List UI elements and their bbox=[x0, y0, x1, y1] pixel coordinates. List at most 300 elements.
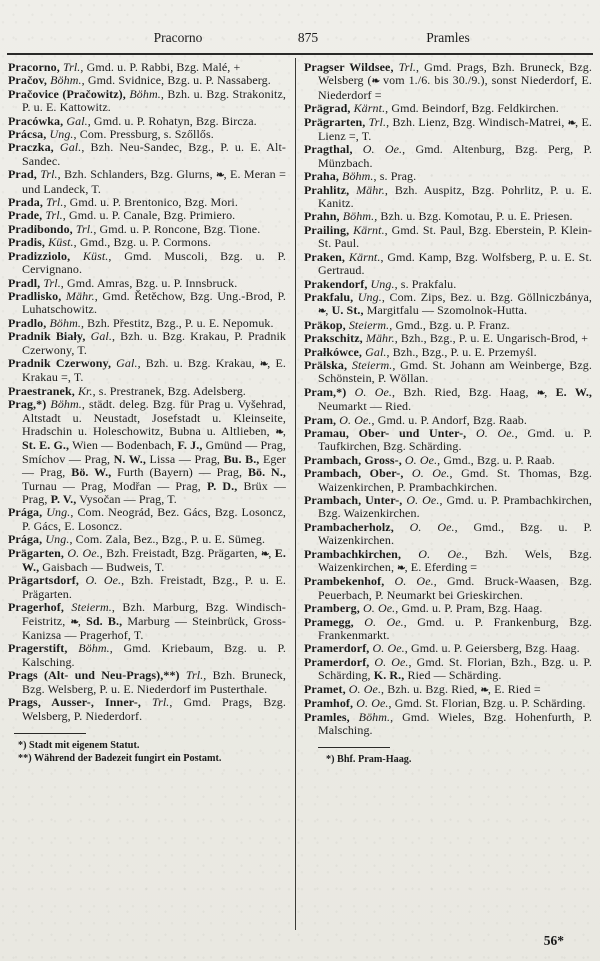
entry-headword: Pračov, bbox=[8, 73, 51, 88]
entry-text: , E. Eferding = bbox=[404, 560, 478, 575]
left-footnote-block bbox=[8, 733, 286, 765]
gazetteer-entry bbox=[304, 414, 592, 427]
crownland-abbrev: Kärnt. bbox=[353, 222, 385, 237]
crownland-abbrev: O. Oe. bbox=[348, 681, 382, 696]
entry-text: , E. Lienz =, T. bbox=[318, 114, 592, 144]
gazetteer-entry bbox=[8, 168, 286, 196]
crownland-abbrev: Böhm. bbox=[78, 641, 110, 656]
gazetteer-entry bbox=[304, 494, 592, 521]
entry-text: , bbox=[77, 613, 87, 628]
entry-text: , bbox=[268, 545, 275, 560]
entry-text: , Gmd. St. Florian, Bzg. u. P. Schärding. bbox=[388, 696, 586, 711]
telegraph-icon: ❧ bbox=[371, 76, 380, 88]
entry-text: , Gmd., Bzg. u. P. Cormons. bbox=[73, 235, 212, 250]
entry-text: , bbox=[544, 384, 556, 399]
entry-text: , Bzh. u. Bzg. Krakau, P. Pradnik Czerwony, T. bbox=[22, 329, 286, 357]
entry-text: , E. Ried = bbox=[487, 681, 541, 696]
gazetteer-entry bbox=[8, 696, 286, 723]
entry-text: Gaisbach — Budweis, T. bbox=[39, 560, 165, 575]
gazetteer-entry bbox=[8, 357, 286, 385]
gazetteer-entry bbox=[8, 533, 286, 546]
entry-text: , Gmd. u. P. Rohatyn, Bzg. Bircza. bbox=[87, 113, 257, 128]
entry-headword: P. V., bbox=[50, 492, 77, 506]
entry-headword: St. E. G., bbox=[22, 438, 70, 453]
entry-headword: Prambekenhof, bbox=[304, 574, 395, 589]
crownland-abbrev: Gal. bbox=[90, 329, 112, 344]
gazetteer-entry bbox=[304, 210, 592, 223]
entry-text: , Gmd. Muscoli, Bzg. u. P. Cervignano. bbox=[22, 248, 286, 277]
crownland-abbrev: Böhm. bbox=[342, 209, 375, 224]
entry-text: Wien — Bodenbach, bbox=[69, 438, 178, 453]
entry-headword: Pramhof, bbox=[304, 696, 357, 711]
crownland-abbrev: Ung. bbox=[46, 505, 71, 520]
entry-headword: Prägartsdorf, bbox=[8, 573, 86, 588]
crownland-abbrev: Böhm. bbox=[49, 315, 81, 330]
entry-headword: Prälska, bbox=[304, 357, 352, 372]
entry-headword: Prailing, bbox=[304, 222, 354, 237]
crownland-abbrev: Gal. bbox=[59, 140, 82, 155]
entry-text: , Gmd. u. P. Geiersberg, Bzg. Haag. bbox=[404, 641, 580, 656]
crownland-abbrev: Trl. bbox=[40, 167, 58, 182]
telegraph-icon: ❧ bbox=[260, 548, 269, 560]
entry-text: Lissa — Prag, bbox=[145, 451, 224, 466]
entry-headword: Prambach, Unter-, bbox=[304, 493, 407, 507]
gazetteer-entry bbox=[304, 251, 592, 278]
crownland-abbrev: O. Oe. bbox=[339, 412, 372, 427]
entry-text: , Bzh. Wels, Bzg. Waizenkirchen, bbox=[318, 546, 592, 575]
entry-headword: Prad, bbox=[8, 167, 41, 182]
entry-text: , Bzh. u. Bzg. Strakonitz, P. u. E. Kattowitz. bbox=[22, 86, 286, 115]
telegraph-icon: ❧ bbox=[259, 358, 268, 370]
entry-headword: Prägrarten, bbox=[304, 114, 369, 129]
footnote-rule bbox=[14, 733, 86, 734]
gazetteer-entry bbox=[304, 332, 592, 345]
entry-headword: Prägarten, bbox=[8, 545, 68, 560]
crownland-abbrev: O. Oe. bbox=[406, 493, 440, 507]
entry-headword: Bö. W., bbox=[71, 465, 112, 480]
entry-text: , Gmd. St. Paul, Bzg. Eberstein, P. Klein-St. Paul. bbox=[318, 222, 592, 251]
entry-headword: P. D., bbox=[206, 478, 238, 493]
crownland-abbrev: Trl. bbox=[75, 221, 94, 236]
entry-text: Gmünd — Prag, Smíchov — Prag, bbox=[22, 438, 286, 466]
entry-headword: Prakendorf, bbox=[304, 276, 371, 291]
running-head-page-number: 875 bbox=[297, 30, 319, 45]
crownland-abbrev: Ung. bbox=[357, 289, 382, 304]
gazetteer-entry bbox=[304, 575, 592, 602]
gazetteer-entry bbox=[304, 548, 592, 576]
entry-text: , Bzh. Marburg, Bzg. Windisch-Feistritz, bbox=[22, 600, 286, 628]
entry-text: , s. Prestranek, Bzg. Adelsberg. bbox=[92, 383, 246, 398]
entry-text: Furth (Bayern) — Prag, bbox=[111, 465, 248, 480]
entry-text: , E. Krakau =, T. bbox=[22, 355, 287, 385]
crownland-abbrev: Ung. bbox=[49, 127, 74, 142]
entry-headword: Prambach, Gross-, bbox=[304, 452, 405, 467]
entry-headword: Praestranek, bbox=[8, 383, 78, 398]
entry-headword: Prałkówce, bbox=[304, 344, 366, 359]
entry-headword: Prags (Alt- und Neu-Prags),**) bbox=[8, 668, 186, 683]
entry-headword: E. W., bbox=[22, 545, 286, 575]
entry-text: , Gmd. u. P. Canale, Bzg. Primiero. bbox=[62, 208, 236, 223]
two-column-text-area bbox=[8, 61, 592, 766]
crownland-abbrev: Böhm. bbox=[50, 73, 82, 88]
entry-text: , Com. Neográd, Bez. Gács, Bzg. Losoncz, P. Gács, E. Losoncz. bbox=[22, 505, 287, 533]
entry-headword: Pradizziolo, bbox=[8, 248, 83, 263]
entry-headword: Praha, bbox=[304, 169, 343, 184]
entry-text: , Bzh. Freistadt, Bzg. Prägarten, bbox=[99, 545, 261, 560]
entry-headword: Pragthal, bbox=[304, 142, 363, 157]
gazetteer-entry bbox=[8, 128, 286, 141]
entry-text: , Bzh. Přestitz, Bzg., P. u. E. Nepomuk. bbox=[80, 315, 274, 330]
crownland-abbrev: Trl. bbox=[151, 695, 170, 710]
entry-text: , Gmd. u. P. Brentonico, Bzg. Mori. bbox=[63, 195, 238, 210]
entry-headword: Pracorno, bbox=[8, 60, 63, 74]
gazetteer-entry bbox=[304, 359, 592, 386]
gazetteer-entry bbox=[304, 683, 592, 697]
crownland-abbrev: Böhm. bbox=[129, 86, 161, 101]
entry-text: Neumarkt — Ried. bbox=[318, 399, 412, 414]
entry-headword: Praken, bbox=[304, 249, 349, 264]
gazetteer-entry bbox=[304, 711, 592, 738]
crownland-abbrev: Trl. bbox=[45, 208, 63, 223]
entry-headword: Pradnik Czerwony, bbox=[8, 355, 117, 370]
entry-text: , Gmd. u. P. Frankenburg, Bzg. Frankenmarkt. bbox=[318, 614, 592, 643]
telegraph-icon: ❧ bbox=[318, 306, 326, 318]
gazetteer-entry bbox=[8, 209, 286, 222]
entry-text: Ried — Schärding. bbox=[404, 668, 502, 683]
gazetteer-entry bbox=[304, 291, 592, 319]
gazetteer-entry bbox=[304, 427, 592, 454]
gazetteer-entry bbox=[304, 642, 592, 655]
crownland-abbrev: O. Oe. bbox=[475, 425, 515, 440]
crownland-abbrev: O. Oe. bbox=[411, 466, 450, 481]
entry-headword: Pradnik Biały, bbox=[8, 329, 91, 344]
entry-headword: Pradis, bbox=[8, 235, 49, 250]
gazetteer-entry bbox=[8, 601, 286, 642]
gazetteer-entry bbox=[304, 184, 592, 211]
entry-text: , Gmd. Amras, Bzg. u. P. Innsbruck. bbox=[60, 275, 238, 290]
left-column bbox=[8, 61, 292, 766]
entry-text: Eger — Prag, bbox=[22, 451, 286, 480]
entry-text: , Gmd. Prags, Bzg. Welsberg, P. Niederdorf. bbox=[22, 695, 287, 723]
entry-headword: Prada, bbox=[8, 195, 47, 210]
gazetteer-entry bbox=[8, 141, 286, 168]
gazetteer-entry bbox=[304, 521, 592, 548]
crownland-abbrev: Ung. bbox=[45, 532, 70, 547]
gazetteer-entry bbox=[8, 330, 286, 357]
footnote-line: **) Während der Badezeit fungirt ein Postamt. bbox=[18, 752, 222, 764]
gazetteer-entry bbox=[8, 385, 286, 398]
gazetteer-entry bbox=[8, 115, 286, 128]
crownland-abbrev: Trl. bbox=[62, 60, 81, 74]
gazetteer-entry bbox=[8, 223, 286, 236]
gazetteer-entry bbox=[8, 574, 286, 601]
entry-headword: Pram, bbox=[304, 412, 340, 427]
entry-text: Brüx — Prag, bbox=[22, 478, 286, 506]
entry-text: , Gmd. u. P. Pram, Bzg. Haag. bbox=[395, 601, 543, 616]
entry-text: , Gmd. St. Johann am Weinberge, Bzg. Schönstein, P. Wöllan. bbox=[318, 357, 592, 386]
crownland-abbrev: Steierm. bbox=[348, 317, 390, 332]
crownland-abbrev: Trl. bbox=[46, 195, 64, 210]
gazetteer-entry bbox=[304, 143, 592, 170]
entry-headword: Prága, bbox=[8, 505, 47, 520]
gazetteer-entry bbox=[8, 669, 286, 696]
entry-text: , Gmd. u. P. Prambachkirchen, Bzg. Waizenkirchen. bbox=[318, 493, 592, 521]
gazetteer-entry bbox=[8, 506, 286, 533]
entry-headword: Pramau, Ober- und Unter-, bbox=[304, 425, 476, 440]
entry-headword: K. R., bbox=[373, 668, 405, 683]
entry-text: , Bzh. u. Bzg. Ried, bbox=[381, 681, 481, 696]
entry-text: , Bzh. Bruneck, Bzg. Welsberg, P. u. E. Niederdorf im Pusterthale. bbox=[22, 668, 287, 696]
crownland-abbrev: Trl. bbox=[43, 275, 61, 290]
crownland-abbrev: O. Oe. bbox=[364, 614, 404, 629]
right-column-entries bbox=[304, 61, 592, 737]
entry-text: , Bzh. Lienz, Bzg. Windisch-Matrei, bbox=[386, 114, 568, 129]
crownland-abbrev: Gal. bbox=[365, 344, 387, 359]
entry-text: , Gmd. u. P. Rabbi, Bzg. Malé, + bbox=[80, 60, 241, 74]
gazetteer-entry bbox=[8, 74, 286, 87]
entry-text: , Gmd. St. Thomas, Bzg. Waizenkirchen, P. Prambachkirchen. bbox=[318, 466, 592, 494]
crownland-abbrev: Steierm. bbox=[71, 600, 112, 615]
crownland-abbrev: O. Oe. bbox=[356, 696, 389, 711]
entry-text: , Gmd., Bzg. u. P. Waizenkirchen. bbox=[318, 519, 592, 548]
entry-headword: Prägrad, bbox=[304, 101, 354, 116]
entry-text: Turnau — Prag, Modřan — Prag, bbox=[22, 478, 207, 493]
entry-text: vom 1./6. bis 30./9.), sonst Niederdorf, E. Niederdorf = bbox=[318, 73, 593, 102]
crownland-abbrev: Böhm. bbox=[358, 709, 391, 724]
entry-headword: Prags, Ausser-, Inner-, bbox=[8, 695, 152, 710]
entry-text: , Gmd. u. P. Roncone, Bzg. Tione. bbox=[93, 221, 261, 236]
crownland-abbrev: Ung. bbox=[370, 276, 395, 291]
entry-headword: Prag,*) bbox=[8, 397, 51, 412]
entry-text: , Com. Zips, Bez. u. Bzg. Göllniczbánya, bbox=[381, 289, 592, 304]
entry-headword: Pradlisko, bbox=[8, 288, 66, 303]
crownland-abbrev: Trl. bbox=[368, 114, 387, 129]
header-rule bbox=[7, 53, 593, 55]
entry-text: , Bzh. Freistadt, Bzg., P. u. E. Prägarten. bbox=[22, 573, 287, 601]
gazetteer-entry bbox=[304, 616, 592, 643]
entry-headword: Pramberg, bbox=[304, 601, 363, 616]
crownland-abbrev: O. Oe. bbox=[362, 601, 396, 616]
entry-headword: Prambacherholz, bbox=[304, 519, 410, 534]
crownland-abbrev: Mähr. bbox=[356, 182, 385, 197]
telegraph-icon: ❧ bbox=[275, 426, 283, 438]
entry-headword: N. W., bbox=[113, 451, 146, 466]
telegraph-icon: ❧ bbox=[397, 563, 405, 575]
crownland-abbrev: Trl. bbox=[185, 668, 204, 683]
entry-headword: Pradl, bbox=[8, 275, 44, 290]
crownland-abbrev: Gal. bbox=[116, 355, 138, 370]
entry-text: , Bzh., Bzg., P. u. E. Przemyśl. bbox=[386, 344, 537, 359]
footnote-line: *) Bhf. Pram-Haag. bbox=[326, 754, 412, 766]
entry-headword: Prade, bbox=[8, 208, 46, 223]
entry-headword: Pramerdorf, bbox=[304, 654, 375, 669]
telegraph-icon: ❧ bbox=[567, 117, 576, 129]
crownland-abbrev: Küst. bbox=[48, 235, 74, 250]
entry-text: Vysočan — Prag, T. bbox=[76, 492, 177, 506]
entry-text: , Gmd. Altenburg, Bzg. Perg, P. Münzbach. bbox=[318, 142, 592, 170]
entry-headword: Pragerstift, bbox=[8, 641, 79, 656]
left-footnotes bbox=[8, 739, 286, 765]
entry-headword: Praczka, bbox=[8, 140, 60, 155]
gazetteer-entry bbox=[8, 398, 286, 506]
crownland-abbrev: O. Oe. bbox=[404, 452, 438, 467]
crownland-abbrev: O. Oe. bbox=[85, 573, 122, 588]
gazetteer-entry bbox=[304, 697, 592, 710]
signature-page-number: 56* bbox=[543, 933, 564, 948]
crownland-abbrev: O. Oe. bbox=[67, 545, 100, 560]
crownland-abbrev: O. Oe. bbox=[362, 142, 403, 157]
crownland-abbrev: Steierm. bbox=[351, 357, 393, 372]
entry-text: , Gmd. Svidnice, Bzg. u. P. Nassaberg. bbox=[81, 73, 271, 88]
entry-text: , Gmd., Bzg. u. P. Franz. bbox=[389, 317, 510, 332]
gazetteer-entry bbox=[304, 602, 592, 615]
running-head bbox=[8, 30, 592, 48]
entry-text: , Gmd. St. Florian, Bzh., Bzg. u. P. Schärding, bbox=[318, 654, 592, 683]
footnote-line: *) Stadt mit eigenem Statut. bbox=[18, 739, 140, 751]
right-footnote-block bbox=[304, 747, 592, 766]
entry-text: , Com. Zala, Bez., Bzg., P. u. E. Sümeg. bbox=[69, 532, 266, 547]
footnote-rule bbox=[318, 747, 390, 748]
gazetteer-entry bbox=[8, 61, 286, 74]
right-footnotes bbox=[304, 753, 592, 766]
crownland-abbrev: Böhm. bbox=[342, 169, 374, 184]
entry-text: , bbox=[325, 303, 332, 318]
gazetteer-entry bbox=[304, 61, 592, 102]
gazetteer-entry bbox=[304, 656, 592, 683]
entry-headword: Sd. B., bbox=[86, 613, 123, 628]
entry-headword: Prága, bbox=[8, 532, 46, 547]
entry-text: , Gmd. u. P. Taufkirchen, Bzg. Schärding. bbox=[318, 425, 593, 454]
entry-text: , Bzh. Neu-Sandec, Bzg., P. u. E. Alt-Sandec. bbox=[22, 140, 286, 168]
entry-headword: Pramegg, bbox=[304, 614, 365, 629]
crownland-abbrev: O. Oe. bbox=[418, 546, 465, 561]
gazetteer-entry bbox=[304, 102, 592, 115]
entry-headword: Pramerdorf, bbox=[304, 641, 373, 656]
right-column bbox=[292, 61, 592, 766]
crownland-abbrev: Gal. bbox=[66, 113, 88, 128]
entry-text: , s. Prakfalu. bbox=[394, 276, 457, 291]
entry-text: , Bzh. u. Bzg. Komotau, P. u. E. Priesen. bbox=[374, 209, 573, 224]
entry-text: , Bzh. Auspitz, Bzg. Pohrlitz, P. u. E. Kanitz. bbox=[318, 182, 592, 211]
crownland-abbrev: Kärnt. bbox=[353, 101, 386, 116]
entry-headword: Pram,*) bbox=[304, 384, 355, 399]
running-head-right: Pramles bbox=[426, 30, 470, 45]
entry-text: , Bzh., Bzg., P. u. E. Ungarisch-Brod, + bbox=[394, 331, 589, 346]
entry-text: , Gmd. Řetěchow, Bzg. Ung.-Brod, P. Luhatschowitz. bbox=[22, 288, 286, 317]
gazetteer-entry bbox=[8, 642, 286, 669]
gazetteer-entry bbox=[8, 250, 286, 277]
crownland-abbrev: Trl. bbox=[398, 60, 417, 74]
entry-headword: Prakfalu, bbox=[304, 289, 358, 304]
crownland-abbrev: O. Oe. bbox=[394, 574, 434, 589]
entry-text: Margitfalu — Szomolnok-Hutta. bbox=[363, 303, 528, 318]
crownland-abbrev: Böhm. bbox=[50, 397, 82, 412]
gazetteer-entry bbox=[304, 278, 592, 291]
crownland-abbrev: Mähr. bbox=[365, 331, 395, 346]
entry-headword: Pradlo, bbox=[8, 315, 50, 330]
crownland-abbrev: Mähr. bbox=[65, 288, 95, 303]
entry-text: , s. Prag. bbox=[373, 169, 417, 184]
telegraph-icon: ❧ bbox=[480, 684, 488, 696]
gazetteer-entry bbox=[8, 317, 286, 330]
gazetteer-entry bbox=[8, 196, 286, 209]
entry-headword: Pramet, bbox=[304, 681, 349, 696]
telegraph-icon: ❧ bbox=[216, 170, 224, 182]
crownland-abbrev: Kr. bbox=[77, 383, 93, 398]
entry-text: , Gmd., Bzg. u. P. Raab. bbox=[437, 452, 555, 467]
entry-text: , Gmd. Prags, Bzh. Bruneck, Bzg. Welsberg ( bbox=[318, 60, 592, 88]
entry-headword: Bu. B., bbox=[223, 451, 260, 466]
entry-headword: Prahlitz, bbox=[304, 182, 357, 197]
crownland-abbrev: O. Oe. bbox=[409, 519, 455, 534]
entry-text: , Gmd. Kamp, Bzg. Wolfsberg, P. u. E. St. Gertraud. bbox=[318, 249, 592, 278]
left-column-entries bbox=[8, 61, 286, 723]
gazetteer-entry bbox=[304, 319, 592, 332]
telegraph-icon: ❧ bbox=[70, 616, 78, 628]
entry-headword: Prahn, bbox=[304, 209, 343, 224]
crownland-abbrev: Kärnt. bbox=[348, 249, 381, 264]
telegraph-icon: ❧ bbox=[536, 387, 545, 399]
gazetteer-entry bbox=[304, 454, 592, 467]
entry-text: , Com. Pressburg, s. Szőllős. bbox=[73, 127, 214, 142]
entry-headword: Pračovice (Pračowitz), bbox=[8, 86, 130, 101]
gazetteer-entry bbox=[304, 224, 592, 251]
entry-headword: Prambachkirchen, bbox=[304, 546, 419, 561]
entry-text: , Gmd. Bruck-Waasen, Bzg. Peuerbach, P. Neumarkt bei Grieskirchen. bbox=[318, 574, 592, 602]
crownland-abbrev: O. Oe. bbox=[374, 654, 409, 669]
gazetteer-entry bbox=[304, 116, 592, 144]
gazetteer-entry bbox=[304, 386, 592, 414]
entry-headword: Prambach, Ober-, bbox=[304, 466, 412, 481]
entry-text: , Gmd. Kriebaum, Bzg. u. P. Kalsching. bbox=[22, 641, 287, 669]
entry-text: , E. Meran = und Landeck, T. bbox=[22, 167, 286, 196]
entry-text: , Gmd. u. P. Andorf, Bzg. Raab. bbox=[371, 412, 527, 427]
crownland-abbrev: O. Oe. bbox=[354, 384, 393, 399]
entry-headword: Bö. N., bbox=[247, 465, 287, 480]
gazetteer-entry bbox=[8, 290, 286, 317]
entry-headword: Pracówka, bbox=[8, 113, 67, 128]
entry-headword: F. J., bbox=[177, 438, 203, 453]
entry-text: , Gmd. Beindorf, Bzg. Feldkirchen. bbox=[385, 101, 559, 116]
entry-text: , Gmd. Wieles, Bzg. Hohenfurth, P. Malsching. bbox=[318, 709, 592, 737]
entry-text: Marburg — Steinbrück, Gross-Kanizsa — Pragerhof, T. bbox=[22, 613, 286, 643]
gazetteer-entry bbox=[8, 277, 286, 290]
entry-text: , bbox=[282, 423, 286, 438]
entry-headword: E. W., bbox=[555, 384, 593, 399]
entry-text: , Bzh. Schlanders, Bzg. Glurns, bbox=[57, 167, 217, 182]
entry-headword: Pragerhof, bbox=[8, 600, 72, 615]
gazetteer-entry bbox=[8, 88, 286, 115]
gazetteer-entry bbox=[304, 170, 592, 183]
crownland-abbrev: Küst. bbox=[82, 248, 109, 263]
gazetteer-entry bbox=[8, 236, 286, 249]
entry-headword: U. St., bbox=[331, 303, 364, 318]
entry-headword: Präkop, bbox=[304, 317, 349, 332]
crownland-abbrev: O. Oe. bbox=[372, 641, 405, 656]
gazetteer-entry bbox=[304, 346, 592, 359]
entry-headword: Pragser Wildsee, bbox=[304, 60, 399, 74]
entry-text: , Bzh. u. Bzg. Krakau, bbox=[137, 355, 260, 370]
gazetteer-entry bbox=[8, 547, 286, 575]
entry-headword: Pradibondo, bbox=[8, 221, 76, 236]
entry-text: , Bzh. Ried, Bzg. Haag, bbox=[392, 384, 537, 399]
entry-headword: Prácsa, bbox=[8, 127, 50, 142]
entry-text: , städt. deleg. Bzg. für Prag u. Vyšehrad, Altstadt u. Neustadt, Josefstadt u. Kleinseite, Hradschin u. Holeschowitz, Bubna u. Altlieben, bbox=[22, 397, 287, 438]
running-head-left: Pracorno bbox=[153, 30, 203, 45]
entry-headword: Prakschitz, bbox=[304, 331, 366, 346]
gazetteer-entry bbox=[304, 467, 592, 494]
entry-headword: Pramles, bbox=[304, 709, 359, 724]
